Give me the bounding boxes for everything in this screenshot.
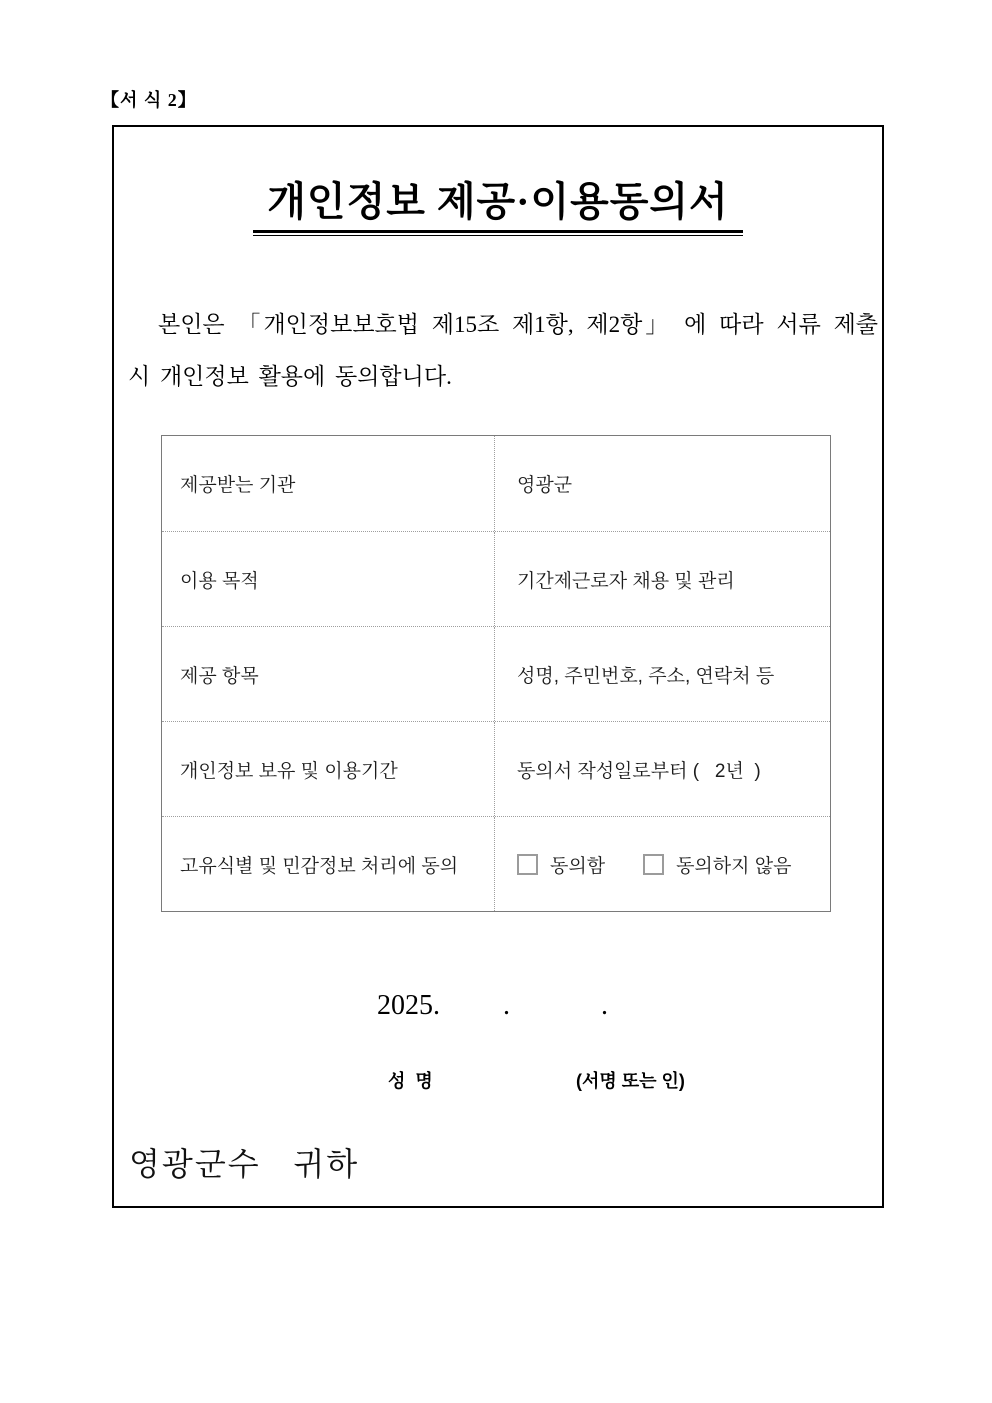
form-number-label: 【서 식 2】 xyxy=(101,90,197,110)
title-underline xyxy=(253,170,742,236)
signature-or-seal-note: (서명 또는 인) xyxy=(576,1071,685,1091)
table-row-receiving-org xyxy=(162,436,830,531)
disagree-checkbox-label: 동의하지 않음 xyxy=(676,855,792,877)
row-value: 성명, 주민번호, 주소, 연락처 등 xyxy=(517,665,775,687)
intro-line-2: 시 개인정보 활용에 동의합니다. xyxy=(128,364,452,389)
row-label: 고유식별 및 민감정보 처리에 동의 xyxy=(162,817,495,911)
table-row-sensitive-info-consent xyxy=(162,816,830,911)
row-label: 이용 목적 xyxy=(162,532,495,626)
row-value: 기간제근로자 채용 및 관리 xyxy=(517,570,735,592)
form-border-box xyxy=(112,125,884,1208)
intro-paragraph xyxy=(128,299,878,403)
row-label: 제공 항목 xyxy=(162,627,495,721)
row-value: 동의서 작성일로부터 ( 2년 ) xyxy=(517,760,761,782)
checkbox-empty-icon xyxy=(517,854,538,875)
checkbox-empty-icon xyxy=(643,854,664,875)
agree-checkbox[interactable] xyxy=(517,851,605,878)
signer-name-label: 성 명 xyxy=(388,1071,433,1091)
row-label: 개인정보 보유 및 이용기간 xyxy=(162,722,495,816)
row-value: 영광군 xyxy=(517,475,573,496)
page-title: 개인정보 제공·이용동의서 xyxy=(253,170,742,233)
agree-checkbox-label: 동의함 xyxy=(550,855,606,877)
row-label: 제공받는 기관 xyxy=(162,436,495,531)
disagree-checkbox[interactable] xyxy=(643,851,791,878)
intro-line-1: 본인은 「개인정보보호법 제15조 제1항, 제2항」 에 따라 서류 제출 xyxy=(158,312,878,337)
table-row-use-purpose xyxy=(162,531,830,626)
date-line: 2025. . . xyxy=(377,990,608,1021)
table-row-retention-period xyxy=(162,721,830,816)
table-row-provided-items xyxy=(162,626,830,721)
title-row xyxy=(114,170,882,236)
row-value-checkboxes xyxy=(495,817,830,911)
recipient-line: 영광군수 귀하 xyxy=(129,1146,360,1182)
consent-table xyxy=(161,435,831,912)
